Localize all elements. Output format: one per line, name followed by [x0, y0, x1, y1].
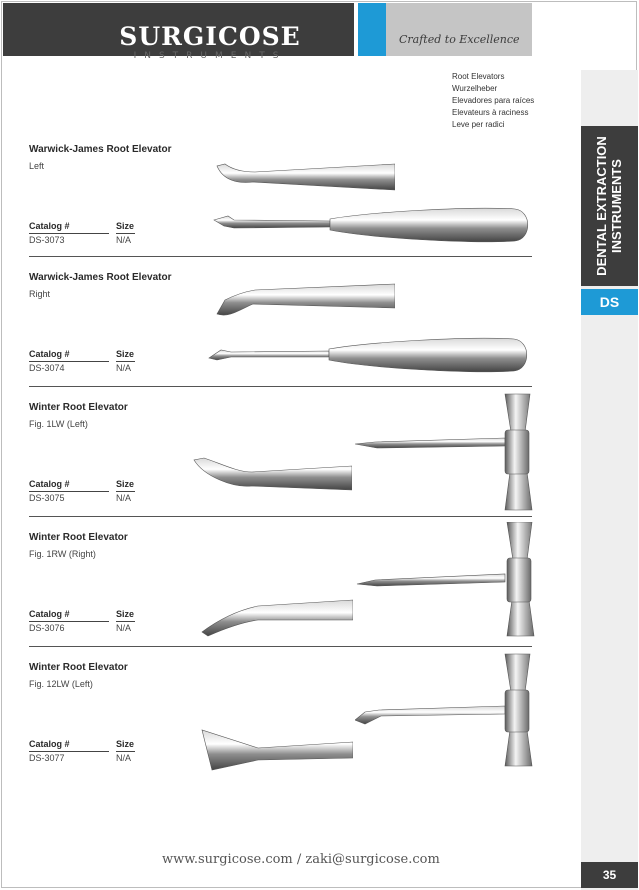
page-number: 35 [581, 862, 638, 888]
header-tagline-panel [386, 3, 532, 56]
product-name: Warwick-James Root Elevator [29, 272, 172, 283]
size-underline [116, 751, 135, 752]
instrument-tip-closeup [215, 280, 395, 322]
instrument-full-view [355, 392, 545, 517]
product-item [0, 652, 560, 782]
product-name: Winter Root Elevator [29, 662, 128, 673]
product-item [0, 262, 560, 392]
language-item: Elevateurs à raciness [452, 108, 529, 117]
product-variant: Fig. 1LW (Left) [29, 419, 88, 429]
catalog-underline [29, 233, 109, 234]
catalog-number: DS-3074 [29, 363, 65, 373]
catalog-underline [29, 491, 109, 492]
size-label: Size [116, 609, 135, 619]
catalog-label: Catalog # [29, 479, 70, 489]
size-underline [116, 621, 135, 622]
brand-subtitle: INSTRUMENTS [133, 51, 287, 61]
size-underline [116, 491, 135, 492]
section-title [594, 136, 624, 276]
product-item [0, 392, 560, 522]
item-divider [29, 516, 532, 517]
catalog-underline [29, 361, 109, 362]
brand-logo [112, 23, 308, 59]
product-variant: Left [29, 161, 45, 171]
catalog-underline [29, 751, 109, 752]
size-value: N/A [116, 493, 132, 503]
catalog-underline [29, 621, 109, 622]
catalog-number: DS-3073 [29, 235, 65, 245]
product-variant: Right [29, 289, 51, 299]
section-title-line1: DENTAL EXTRACTION [594, 136, 609, 276]
item-divider [29, 646, 532, 647]
size-label: Size [116, 221, 135, 231]
size-value: N/A [116, 363, 132, 373]
catalog-label: Catalog # [29, 221, 70, 231]
size-label: Size [116, 479, 135, 489]
catalog-number: DS-3076 [29, 623, 65, 633]
product-item [0, 522, 560, 652]
catalog-label: Catalog # [29, 609, 70, 619]
language-list [452, 71, 534, 131]
language-item: Root Elevators [452, 72, 505, 81]
product-name: Warwick-James Root Elevator [29, 144, 172, 155]
instrument-full-view [205, 336, 535, 374]
product-name: Winter Root Elevator [29, 402, 128, 413]
instrument-tip-closeup [198, 724, 353, 774]
product-item [0, 134, 560, 264]
language-item: Leve per radici [452, 120, 505, 129]
size-value: N/A [116, 623, 132, 633]
section-title-line2: INSTRUMENTS [609, 159, 624, 253]
product-name: Winter Root Elevator [29, 532, 128, 543]
instrument-full-view [355, 652, 545, 770]
catalog-number: DS-3077 [29, 753, 65, 763]
section-code-badge: DS [581, 289, 638, 315]
item-divider [29, 386, 532, 387]
instrument-full-view [210, 206, 535, 244]
catalog-label: Catalog # [29, 349, 70, 359]
instrument-full-view [355, 522, 545, 642]
product-variant: Fig. 12LW (Left) [29, 679, 93, 689]
instrument-tip-closeup [215, 160, 395, 194]
language-item: Wurzelheber [452, 84, 498, 93]
catalog-number: DS-3075 [29, 493, 65, 503]
size-underline [116, 361, 135, 362]
brand-name: SURGICOSE [119, 22, 301, 51]
item-divider [29, 256, 532, 257]
instrument-tip-closeup [192, 452, 352, 500]
size-value: N/A [116, 753, 132, 763]
catalog-label: Catalog # [29, 739, 70, 749]
size-label: Size [116, 739, 135, 749]
tagline: Crafted to Excellence [399, 33, 520, 46]
language-item: Elevadores para raíces [452, 96, 535, 105]
footer-contact: www.surgicose.com / zaki@surgicose.com [162, 852, 440, 867]
size-underline [116, 233, 135, 234]
header-accent-bar [358, 3, 386, 56]
size-value: N/A [116, 235, 132, 245]
size-label: Size [116, 349, 135, 359]
instrument-tip-closeup [198, 594, 353, 640]
product-variant: Fig. 1RW (Right) [29, 549, 96, 559]
